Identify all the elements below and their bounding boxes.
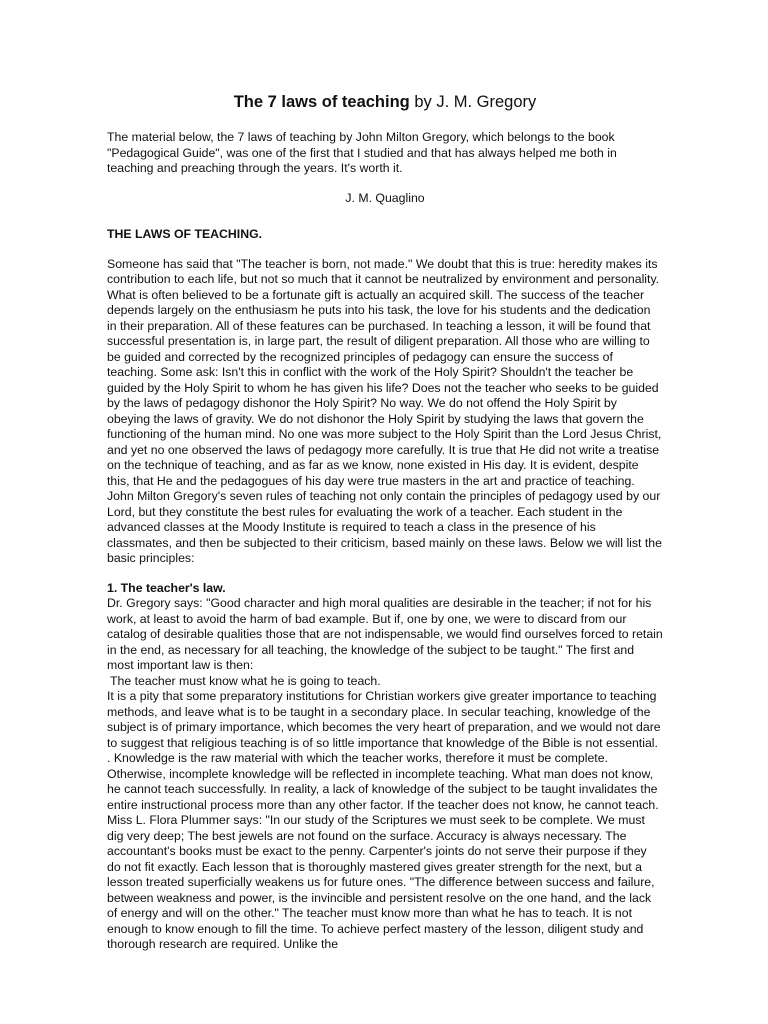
title-bold: The 7 laws of teaching — [233, 93, 410, 111]
law1-heading: 1. The teacher's law. — [107, 580, 226, 595]
signature: J. M. Quaglino — [345, 190, 425, 205]
document-title — [107, 92, 663, 112]
law1-statement: The teacher must know what he is going to teach. — [110, 673, 381, 688]
intro-paragraph: The material below, the 7 laws of teaching by John Milton Gregory, which belongs to the book "Pedagogical Guide", was one of the first that I studied and that has always helped me both in teaching and preaching through the years. It's worth it. — [107, 130, 617, 175]
section-heading: THE LAWS OF TEACHING. — [107, 227, 263, 241]
law1-paragraph-1: Dr. Gregory says: "Good character and high moral qualities are desirable in the teacher; if not for his work, at least to avoid the harm of bad example. But if, one by one, we were to discard from our catalog of desirable qualities those that are not indispensable, we would find ourselves forced to retain in the end, as necessary for all teaching, the knowledge of the subject to be taught." The first and most important law is then: — [107, 596, 663, 672]
law1-paragraph-2: It is a pity that some preparatory institutions for Christian workers give greater importance to teaching methods, and leave what is to be taught in a secondary place. In secular teaching, knowledge of the subject is of primary importance, which becomes the very heart of preparation, and we would not dare to suggest that religious teaching is of so little importance that knowledge of the Bible is not essential. . Knowledge is the raw material with which the teacher works, therefore it must be complete. Otherwise, incomplete knowledge will be reflected in incomplete teaching. What man does not know, he cannot teach successfully. In reality, a lack of knowledge of the subject to be taught invalidates the entire instructional process more than any other factor. If the teacher does not know, he cannot teach. Miss L. Flora Plummer says: "In our study of the Scriptures we must seek to be complete. We must dig very deep; The best jewels are not found on the surface. Accuracy is always necessary. The accountant's books must be exact to the penny. Carpenter's joints do not serve their purpose if they do not fit exactly. Each lesson that is thoroughly mastered gives greater strength for the next, but a lesson treated superficially weakens us for future ones. "The difference between success and failure, between weakness and power, is the invincible and persistent resolve on the one hand, and the lack of energy and will on the other." The teacher must know more than what he has to teach. It is not enough to know enough to fill the time. To achieve perfect mastery of the lesson, diligent study and thorough research are required. Unlike the — [107, 689, 661, 951]
main-paragraph: Someone has said that "The teacher is born, not made." We doubt that this is true: heredity makes its contribution to each life, but not so much that it cannot be neutralized by environment and personality. What is often believed to be a fortunate gift is actually an acquired skill. The success of the teacher depends largely on the enthusiasm he puts into his task, the love for his students and the dedication in their preparation. All of these features can be purchased. In teaching a lesson, it will be found that successful presentation is, in large part, the result of diligent preparation. All those who are willing to be guided and corrected by the recognized principles of pedagogy can ensure the success of teaching. Some ask: Isn't this in conflict with the work of the Holy Spirit? Shouldn't the teacher be guided by the Holy Spirit to whom he has given his life? Does not the teacher who seeks to be guided by the laws of pedagogy dishonor the Holy Spirit? No way. We do not offend the Holy Spirit by obeying the laws of gravity. We do not dishonor the Holy Spirit by studying the laws that govern the functioning of the human mind. No one was more subject to the Holy Spirit than the Lord Jesus Christ, and yet no one observed the laws of pedagogy more carefully. It is true that He did not write a treatise on the technique of teaching, and as far as we know, none existed in His day. It is evident, despite this, that He and the pedagogues of his day were true masters in the art and practice of teaching. John Milton Gregory's seven rules of teaching not only contain the principles of pedagogy used by our Lord, but they constitute the best rules for evaluating the work of a teacher. Each student in the advanced classes at the Moody Institute is required to teach a class in the presence of his classmates, and then be subjected to their criticism, based mainly on these laws. Below we will list the basic principles: — [107, 256, 662, 565]
title-author: by J. M. Gregory — [409, 93, 537, 111]
document-page — [107, 92, 663, 953]
